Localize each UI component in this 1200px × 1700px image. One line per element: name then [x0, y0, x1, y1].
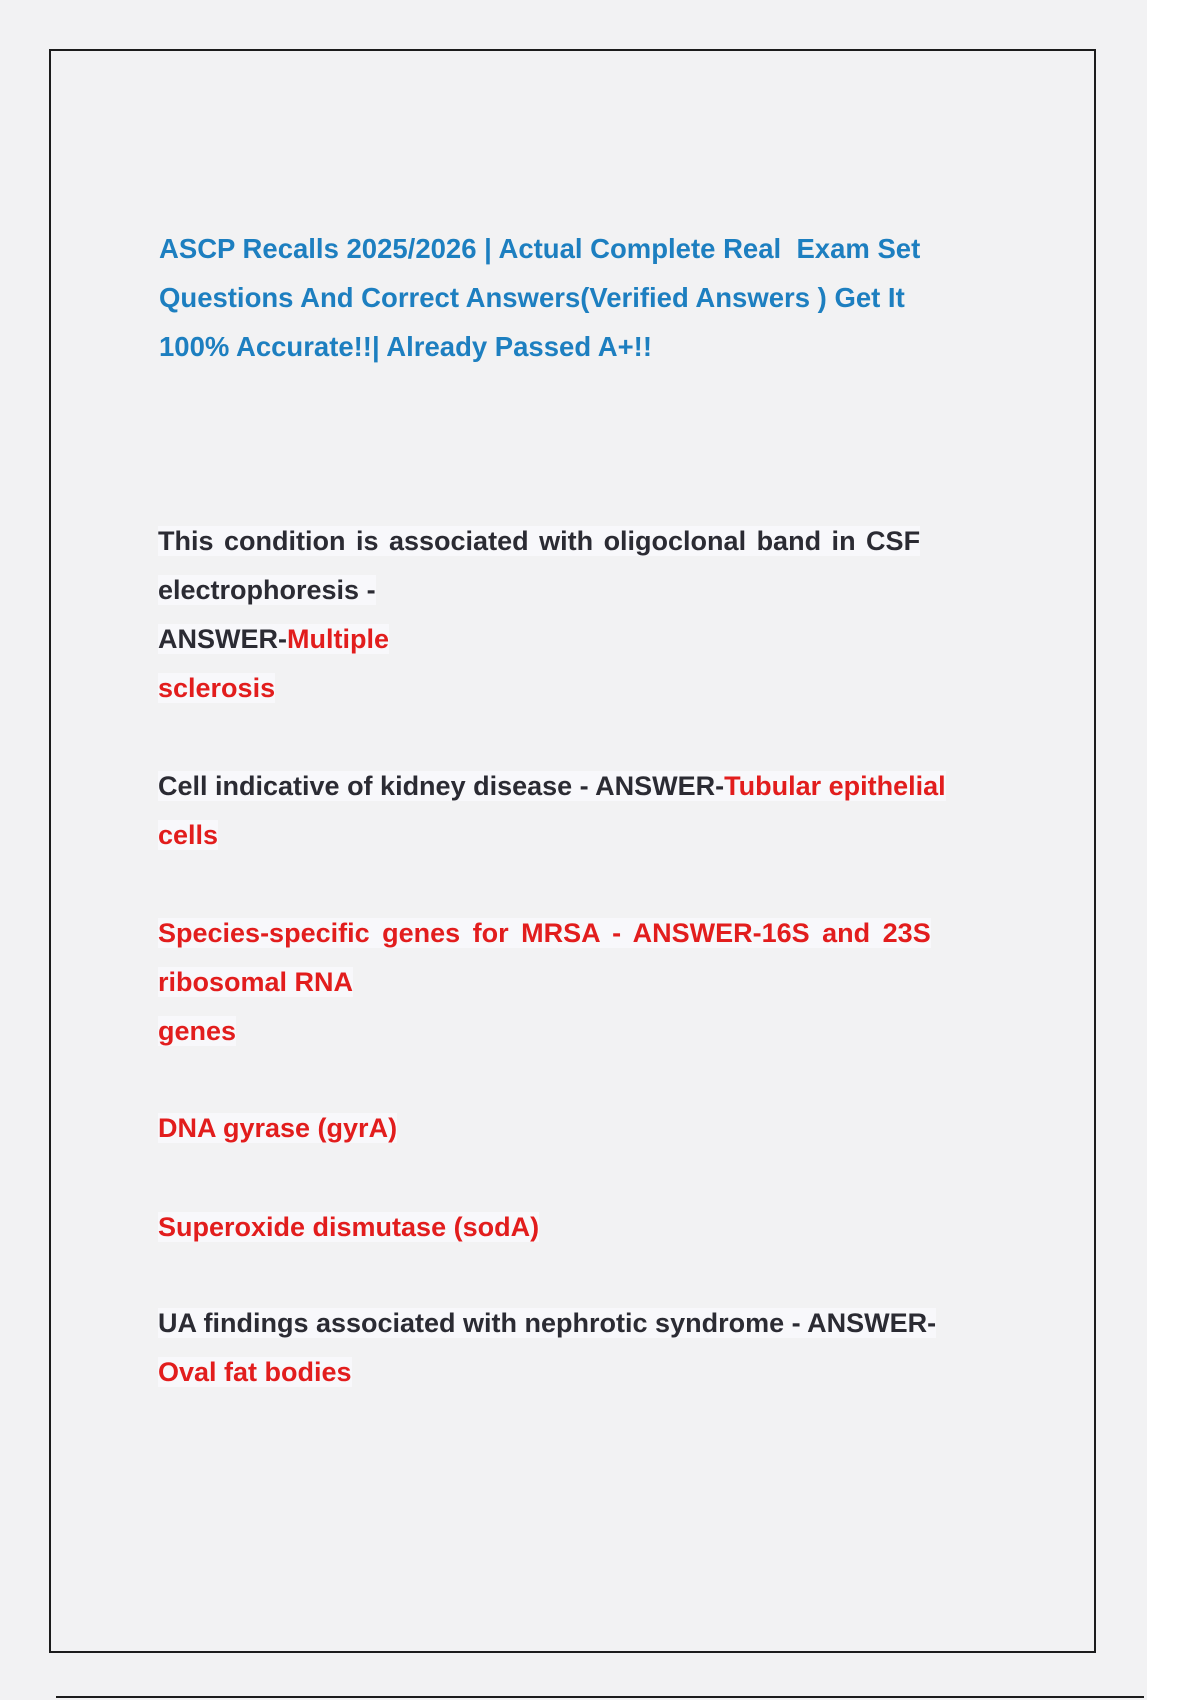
qa-item-superoxide-dismutase [158, 1203, 539, 1252]
question-text: This condition is associated with oligoclonal band in CSF [158, 526, 921, 556]
title-line: ASCP Recalls 2025/2026 | Actual Complete Real Exam Set [159, 233, 921, 264]
answer-text: cells [158, 820, 219, 850]
answer-text: Tubular epithelial [724, 771, 946, 801]
qa-item-nephrotic-syndrome [158, 1299, 936, 1397]
answer-text: Superoxide dismutase (sodA) [158, 1212, 540, 1242]
answer-text: DNA gyrase (gyrA) [158, 1113, 398, 1143]
qa-item-dna-gyrase [158, 1104, 397, 1153]
answer-text: genes [158, 1016, 237, 1046]
qa-item-oligoclonal-band [158, 517, 920, 713]
answer-text: Oval fat bodies [158, 1357, 352, 1387]
qa-item-mrsa-genes [158, 909, 931, 1056]
answer-text: Species-specific genes for MRSA - ANSWER-16S and 23S [158, 918, 931, 948]
document-title [159, 224, 959, 371]
answer-text: Multiple [287, 624, 389, 654]
question-text: UA findings associated with nephrotic syndrome - ANSWER- [158, 1308, 937, 1338]
title-line: Questions And Correct Answers(Verified Answers ) Get It [159, 282, 905, 313]
title-line: 100% Accurate!!| Already Passed A+!! [159, 331, 652, 362]
question-text: electrophoresis - [158, 575, 376, 605]
qa-item-kidney-disease [158, 762, 946, 860]
answer-text: sclerosis [158, 673, 276, 703]
bottom-divider [56, 1696, 1144, 1698]
answer-prefix: ANSWER- [158, 624, 287, 654]
answer-text: ribosomal RNA [158, 967, 354, 997]
question-text: Cell indicative of kidney disease - ANSWER- [158, 771, 725, 801]
